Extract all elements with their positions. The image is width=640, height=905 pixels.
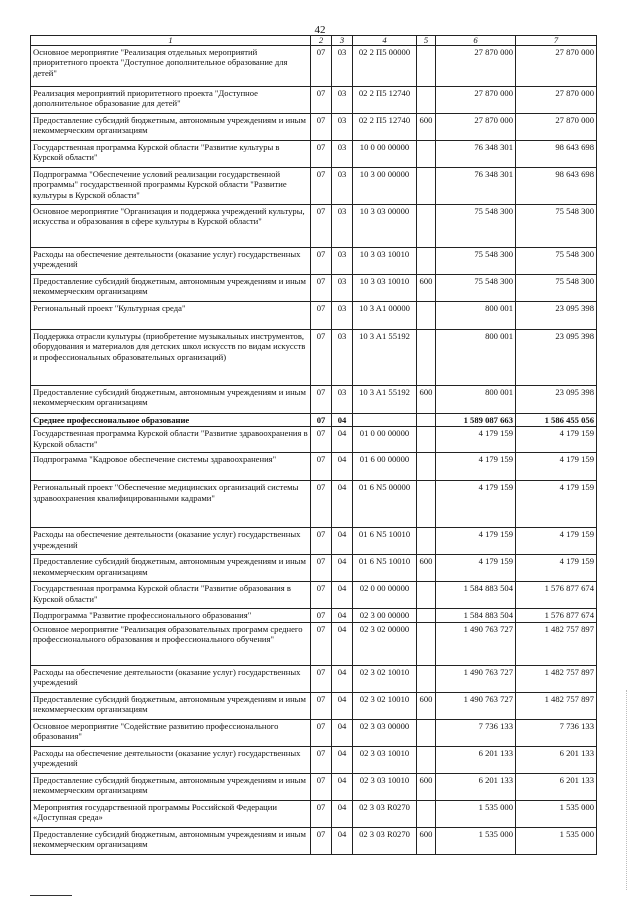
section-code-cell: 07: [311, 665, 332, 692]
row-name-cell: Предоставление субсидий бюджетным, автономным учреждениям и иным некоммерческим организациям: [31, 555, 311, 582]
table-row: [31, 114, 597, 141]
expense-type-cell: [417, 582, 436, 609]
amount-year1-cell: 27 870 000: [436, 114, 516, 141]
amount-year2-cell: 1 482 757 897: [516, 692, 597, 719]
target-article-cell: 10 3 A1 55192: [353, 330, 417, 386]
amount-year2-cell: 4 179 159: [516, 555, 597, 582]
amount-year1-cell: 4 179 159: [436, 453, 516, 481]
amount-year2-cell: 23 095 398: [516, 302, 597, 330]
target-article-cell: 02 2 П5 12740: [353, 87, 417, 114]
amount-year1-cell: 76 348 301: [436, 141, 516, 168]
table-row: [31, 141, 597, 168]
target-article-cell: 01 0 00 00000: [353, 427, 417, 453]
amount-year1-cell: 4 179 159: [436, 427, 516, 453]
column-numbers-row: [31, 36, 597, 46]
section-code-cell: 07: [311, 692, 332, 719]
subsection-code-cell: 04: [332, 665, 353, 692]
amount-year2-cell: 1 482 757 897: [516, 665, 597, 692]
amount-year1-cell: 1 535 000: [436, 827, 516, 854]
section-code-cell: 07: [311, 205, 332, 248]
subsection-code-cell: 04: [332, 827, 353, 854]
amount-year2-cell: 1 576 877 674: [516, 582, 597, 609]
expense-type-cell: [417, 528, 436, 555]
amount-year1-cell: 800 001: [436, 386, 516, 414]
target-article-cell: 10 3 A1 55192: [353, 386, 417, 414]
amount-year1-cell: 7 736 133: [436, 719, 516, 746]
expense-type-cell: [417, 665, 436, 692]
target-article-cell: 10 3 03 10010: [353, 275, 417, 302]
subsection-code-cell: 04: [332, 622, 353, 665]
amount-year2-cell: 1 535 000: [516, 827, 597, 854]
table-row: [31, 692, 597, 719]
target-article-cell: 02 3 03 R0270: [353, 827, 417, 854]
table-row: [31, 414, 597, 427]
table-row: [31, 582, 597, 609]
target-article-cell: [353, 414, 417, 427]
section-code-cell: 07: [311, 302, 332, 330]
amount-year1-cell: 1 490 763 727: [436, 692, 516, 719]
expense-type-cell: 600: [417, 692, 436, 719]
section-code-cell: 07: [311, 528, 332, 555]
expense-type-cell: [417, 87, 436, 114]
subsection-code-cell: 04: [332, 609, 353, 622]
subsection-code-cell: 04: [332, 719, 353, 746]
amount-year2-cell: 98 643 698: [516, 168, 597, 205]
row-name-cell: Расходы на обеспечение деятельности (оказание услуг) государственных учреждений: [31, 528, 311, 555]
expense-type-cell: 600: [417, 275, 436, 302]
expense-type-cell: [417, 248, 436, 275]
section-code-cell: 07: [311, 414, 332, 427]
expense-type-cell: [417, 168, 436, 205]
target-article-cell: 02 3 02 00000: [353, 622, 417, 665]
margin-mark: [626, 690, 628, 890]
target-article-cell: 02 2 П5 12740: [353, 114, 417, 141]
amount-year1-cell: 800 001: [436, 302, 516, 330]
table-row: [31, 481, 597, 528]
expense-type-cell: 600: [417, 827, 436, 854]
table-row: [31, 205, 597, 248]
expense-type-cell: [417, 302, 436, 330]
target-article-cell: 01 6 N5 10010: [353, 528, 417, 555]
subsection-code-cell: 04: [332, 528, 353, 555]
table-row: [31, 87, 597, 114]
subsection-code-cell: 03: [332, 87, 353, 114]
table-row: [31, 746, 597, 773]
amount-year2-cell: 6 201 133: [516, 773, 597, 800]
section-code-cell: 07: [311, 427, 332, 453]
table-row: [31, 773, 597, 800]
section-code-cell: 07: [311, 275, 332, 302]
target-article-cell: 10 3 A1 00000: [353, 302, 417, 330]
row-name-cell: Подпрограмма "Кадровое обеспечение системы здравоохранения": [31, 453, 311, 481]
target-article-cell: 02 3 03 R0270: [353, 800, 417, 827]
amount-year1-cell: 6 201 133: [436, 746, 516, 773]
amount-year2-cell: 6 201 133: [516, 746, 597, 773]
row-name-cell: Основное мероприятие "Реализация образовательных программ среднего профессионального образования и профессионального обучения": [31, 622, 311, 665]
row-name-cell: Реализация мероприятий приоритетного проекта "Доступное дополнительное образование для детей": [31, 87, 311, 114]
table-row: [31, 330, 597, 386]
amount-year1-cell: 75 548 300: [436, 205, 516, 248]
table-row: [31, 168, 597, 205]
row-name-cell: Предоставление субсидий бюджетным, автономным учреждениям и иным некоммерческим организациям: [31, 386, 311, 414]
row-name-cell: Основное мероприятие "Реализация отдельных мероприятий приоритетного проекта "Доступное дополнительное образование для детей": [31, 46, 311, 87]
row-name-cell: Региональный проект "Культурная среда": [31, 302, 311, 330]
table-row: [31, 302, 597, 330]
row-name-cell: Среднее профессиональное образование: [31, 414, 311, 427]
amount-year2-cell: 4 179 159: [516, 528, 597, 555]
row-name-cell: Предоставление субсидий бюджетным, автономным учреждениям и иным некоммерческим организациям: [31, 275, 311, 302]
section-code-cell: 07: [311, 386, 332, 414]
table-row: [31, 386, 597, 414]
subsection-code-cell: 03: [332, 46, 353, 87]
amount-year1-cell: 1 535 000: [436, 800, 516, 827]
amount-year2-cell: 1 535 000: [516, 800, 597, 827]
subsection-code-cell: 03: [332, 330, 353, 386]
table-row: [31, 800, 597, 827]
column-header: 4: [353, 36, 417, 46]
section-code-cell: 07: [311, 168, 332, 205]
target-article-cell: 01 6 N5 10010: [353, 555, 417, 582]
row-name-cell: Расходы на обеспечение деятельности (оказание услуг) государственных учреждений: [31, 248, 311, 275]
amount-year2-cell: 1 586 455 056: [516, 414, 597, 427]
row-name-cell: Мероприятия государственной программы Российской Федерации «Доступная среда»: [31, 800, 311, 827]
expense-type-cell: [417, 719, 436, 746]
amount-year2-cell: 27 870 000: [516, 87, 597, 114]
row-name-cell: Предоставление субсидий бюджетным, автономным учреждениям и иным некоммерческим организациям: [31, 827, 311, 854]
amount-year2-cell: 75 548 300: [516, 205, 597, 248]
subsection-code-cell: 04: [332, 773, 353, 800]
subsection-code-cell: 03: [332, 302, 353, 330]
row-name-cell: Предоставление субсидий бюджетным, автономным учреждениям и иным некоммерческим организациям: [31, 114, 311, 141]
table-row: [31, 453, 597, 481]
amount-year2-cell: 75 548 300: [516, 248, 597, 275]
expense-type-cell: [417, 609, 436, 622]
subsection-code-cell: 04: [332, 746, 353, 773]
row-name-cell: Государственная программа Курской области "Развитие образования в Курской области": [31, 582, 311, 609]
amount-year1-cell: 4 179 159: [436, 528, 516, 555]
target-article-cell: 02 3 00 00000: [353, 609, 417, 622]
amount-year1-cell: 1 490 763 727: [436, 622, 516, 665]
row-name-cell: Поддержка отрасли культуры (приобретение музыкальных инструментов, оборудования и материалов для детских школ искусств по видам искусств и профессиональных образовательных организаций): [31, 330, 311, 386]
section-code-cell: 07: [311, 248, 332, 275]
section-code-cell: 07: [311, 827, 332, 854]
target-article-cell: 02 2 П5 00000: [353, 46, 417, 87]
column-header: 5: [417, 36, 436, 46]
row-name-cell: Расходы на обеспечение деятельности (оказание услуг) государственных учреждений: [31, 746, 311, 773]
amount-year1-cell: 1 584 883 504: [436, 582, 516, 609]
subsection-code-cell: 04: [332, 800, 353, 827]
section-code-cell: 07: [311, 719, 332, 746]
table-row: [31, 609, 597, 622]
amount-year1-cell: 75 548 300: [436, 248, 516, 275]
expense-type-cell: 600: [417, 773, 436, 800]
subsection-code-cell: 03: [332, 248, 353, 275]
table-row: [31, 275, 597, 302]
section-code-cell: 07: [311, 87, 332, 114]
section-code-cell: 07: [311, 46, 332, 87]
subsection-code-cell: 04: [332, 414, 353, 427]
section-code-cell: 07: [311, 609, 332, 622]
row-name-cell: Подпрограмма "Развитие профессионального образования": [31, 609, 311, 622]
expense-type-cell: [417, 141, 436, 168]
column-header: 3: [332, 36, 353, 46]
subsection-code-cell: 03: [332, 386, 353, 414]
row-name-cell: Региональный проект "Обеспечение медицинских организаций системы здравоохранения квалифицированными кадрами": [31, 481, 311, 528]
subsection-code-cell: 03: [332, 168, 353, 205]
section-code-cell: 07: [311, 453, 332, 481]
amount-year2-cell: 1 482 757 897: [516, 622, 597, 665]
subsection-code-cell: 03: [332, 275, 353, 302]
subsection-code-cell: 03: [332, 205, 353, 248]
row-name-cell: Предоставление субсидий бюджетным, автономным учреждениям и иным некоммерческим организациям: [31, 692, 311, 719]
table-row: [31, 622, 597, 665]
amount-year1-cell: 4 179 159: [436, 555, 516, 582]
subsection-code-cell: 04: [332, 692, 353, 719]
target-article-cell: 01 6 N5 00000: [353, 481, 417, 528]
target-article-cell: 10 3 03 10010: [353, 248, 417, 275]
table-row: [31, 555, 597, 582]
amount-year2-cell: 23 095 398: [516, 330, 597, 386]
target-article-cell: 02 0 00 00000: [353, 582, 417, 609]
target-article-cell: 02 3 02 10010: [353, 692, 417, 719]
target-article-cell: 02 3 02 10010: [353, 665, 417, 692]
expense-type-cell: [417, 427, 436, 453]
expense-type-cell: [417, 746, 436, 773]
column-header: 7: [516, 36, 597, 46]
expense-type-cell: [417, 622, 436, 665]
section-code-cell: 07: [311, 622, 332, 665]
target-article-cell: 02 3 03 10010: [353, 773, 417, 800]
section-code-cell: 07: [311, 141, 332, 168]
table-row: [31, 827, 597, 854]
row-name-cell: Государственная программа Курской области "Развитие здравоохранения в Курской области": [31, 427, 311, 453]
amount-year1-cell: 1 589 087 663: [436, 414, 516, 427]
section-code-cell: 07: [311, 582, 332, 609]
amount-year2-cell: 7 736 133: [516, 719, 597, 746]
expense-type-cell: [417, 481, 436, 528]
section-code-cell: 07: [311, 773, 332, 800]
amount-year1-cell: 27 870 000: [436, 46, 516, 87]
expense-type-cell: [417, 453, 436, 481]
row-name-cell: Предоставление субсидий бюджетным, автономным учреждениям и иным некоммерческим организациям: [31, 773, 311, 800]
amount-year2-cell: 23 095 398: [516, 386, 597, 414]
amount-year2-cell: 4 179 159: [516, 481, 597, 528]
column-header: 2: [311, 36, 332, 46]
subsection-code-cell: 04: [332, 453, 353, 481]
amount-year2-cell: 1 576 877 674: [516, 609, 597, 622]
row-name-cell: Основное мероприятие "Организация и поддержка учреждений культуры, искусства и образования в сфере культуры в Курской области": [31, 205, 311, 248]
amount-year2-cell: 27 870 000: [516, 46, 597, 87]
amount-year2-cell: 98 643 698: [516, 141, 597, 168]
amount-year2-cell: 4 179 159: [516, 453, 597, 481]
amount-year2-cell: 75 548 300: [516, 275, 597, 302]
table-row: [31, 719, 597, 746]
amount-year2-cell: 4 179 159: [516, 427, 597, 453]
column-header: 6: [436, 36, 516, 46]
table-body: [31, 46, 597, 855]
section-code-cell: 07: [311, 481, 332, 528]
target-article-cell: 10 0 00 00000: [353, 141, 417, 168]
table-row: [31, 665, 597, 692]
expense-type-cell: [417, 46, 436, 87]
amount-year1-cell: 1 490 763 727: [436, 665, 516, 692]
row-name-cell: Подпрограмма "Обеспечение условий реализации государственной программы" государственной программы Курской области "Развитие культуры в Курской области": [31, 168, 311, 205]
row-name-cell: Государственная программа Курской области "Развитие культуры в Курской области": [31, 141, 311, 168]
amount-year1-cell: 76 348 301: [436, 168, 516, 205]
page-number: 42: [314, 24, 326, 36]
column-header: 1: [31, 36, 311, 46]
section-code-cell: 07: [311, 555, 332, 582]
amount-year1-cell: 1 584 883 504: [436, 609, 516, 622]
subsection-code-cell: 04: [332, 555, 353, 582]
target-article-cell: 01 6 00 00000: [353, 453, 417, 481]
amount-year1-cell: 75 548 300: [436, 275, 516, 302]
table-row: [31, 46, 597, 87]
table-row: [31, 427, 597, 453]
section-code-cell: 07: [311, 746, 332, 773]
table-row: [31, 528, 597, 555]
expense-type-cell: [417, 205, 436, 248]
target-article-cell: 02 3 03 00000: [353, 719, 417, 746]
subsection-code-cell: 03: [332, 141, 353, 168]
target-article-cell: 02 3 03 10010: [353, 746, 417, 773]
section-code-cell: 07: [311, 330, 332, 386]
amount-year1-cell: 27 870 000: [436, 87, 516, 114]
expense-type-cell: 600: [417, 386, 436, 414]
expense-type-cell: [417, 800, 436, 827]
amount-year1-cell: 800 001: [436, 330, 516, 386]
table-row: [31, 248, 597, 275]
expense-type-cell: 600: [417, 555, 436, 582]
row-name-cell: Основное мероприятие "Содействие развитию профессионального образования": [31, 719, 311, 746]
target-article-cell: 10 3 00 00000: [353, 168, 417, 205]
amount-year1-cell: 6 201 133: [436, 773, 516, 800]
section-code-cell: 07: [311, 114, 332, 141]
amount-year1-cell: 4 179 159: [436, 481, 516, 528]
subsection-code-cell: 04: [332, 481, 353, 528]
subsection-code-cell: 03: [332, 114, 353, 141]
section-code-cell: 07: [311, 800, 332, 827]
expense-type-cell: [417, 414, 436, 427]
row-name-cell: Расходы на обеспечение деятельности (оказание услуг) государственных учреждений: [31, 665, 311, 692]
target-article-cell: 10 3 03 00000: [353, 205, 417, 248]
expense-type-cell: 600: [417, 114, 436, 141]
budget-table: [30, 35, 597, 855]
footer-divider: [30, 895, 72, 896]
subsection-code-cell: 04: [332, 582, 353, 609]
amount-year2-cell: 27 870 000: [516, 114, 597, 141]
subsection-code-cell: 04: [332, 427, 353, 453]
expense-type-cell: [417, 330, 436, 386]
